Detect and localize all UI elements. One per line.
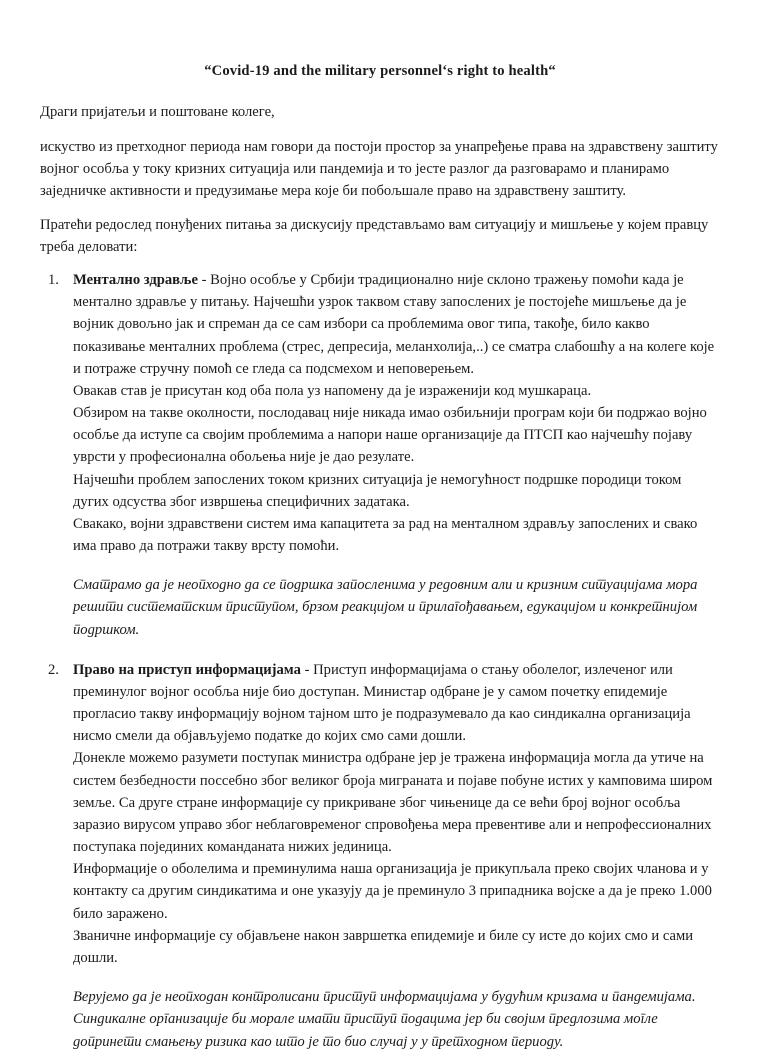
item-note-paragraph: Сматрамо да је неопходно да се подршка запосленима у редовним али и кризним ситуацијама мора решити систематским приступом, брзом реакцијом и прилагођавањем, едукацијом и конкретнијом подршком. <box>73 577 698 638</box>
list-item-first-paragraph <box>73 269 720 380</box>
list-item-heading-separator: - <box>300 661 314 678</box>
list-item-first-paragraph <box>73 659 720 748</box>
list-item-marker: 1. <box>48 272 59 288</box>
list-item <box>40 269 720 557</box>
list-item-paragraph: Званичне информације су објављене након завршетка епидемије и биле су исте до којих смо и сами дошли. <box>73 927 694 966</box>
list-item-paragraph: Најчешћи проблем запослених током кризних ситуација је немогућност подршке породици током дугих одсуства због извршења специфичних задатака. <box>73 471 682 510</box>
discussion-items-list <box>40 269 720 1053</box>
list-item-body <box>73 269 720 557</box>
list-item-heading: Право на приступ информацијама <box>73 661 301 678</box>
item-note-paragraph: Верујемо да је неопходан контролисани приступ информацијама у будућим кризама и пандемијама. Синдикалне организације би морале имати приступ подацима јер би својим предлозима могле допринети смањењу ризика као што је то био случај у у претходном периоду. <box>73 989 696 1050</box>
list-item <box>40 659 720 969</box>
intro-paragraph: искуство из претходног периода нам говори да постоји простор за унапређење права на здравствену заштиту војног особља у току кризних ситуација или пандемија и то јесте разлог да разговарамо и планирамо заједничке активности и предузимање мера које би побољшале право на здравствену заштиту. <box>40 139 718 200</box>
salutation-paragraph: Драги пријатељи и поштоване колеге, <box>40 103 275 120</box>
page-title: “Covid-19 and the military personnel‘s right to health“ <box>204 63 556 79</box>
list-item-paragraph: Приступ информацијама о стању оболелог, излеченог или преминулог војног особља није био доступан. Министар одбране је у самом почетку епидемије прогласио такву информацију војном тајном што је подразумевало да као синдикална организација нисмо смели да објављујемо податке до којих смо сами дошли. <box>73 661 691 745</box>
list-item-paragraph: Донекле можемо разумети поступак министра одбране јер је тражена информација могла да утиче на систем безбедности поссебно због великог броја миграната и појаве побуне истих у камповима широм земље. Са друге стране информације су прикриване због чињенице да се већи број војног особља заразио вирусом управо због неблаговременог спровођења мера превентиве али и непрофессионалних поступака појединих команданата нижих јединица. <box>73 750 713 856</box>
list-item-paragraph: Свакако, војни здравствени систем има капацитета за рад на менталном здрављу запослених и свако има право да потражи такву врсту помоћи. <box>73 515 698 555</box>
list-item-paragraph: Информације о оболелима и преминулима наша организација је прикупљала преко својих чланова и у контакту са другим синдикатима и оне указују да је преминуло 3 припадника војске а да је преко 1.000 било заражено. <box>73 861 712 922</box>
list-item-paragraph: Војно особље у Србији традиционално није склоно тражењу помоћи када је ментално здравље у питању. Најчешћи узрок таквом ставу запослених је постојеће мишљење да је војник довољно јак и спреман да се сам избори са проблемима овог типа, такође, било какво показивање менталних проблема (стрес, депресија, меланхолија,..) се сматра слабошћу а на колеге које и потраже стручну помоћ се гледа са подсмехом и неповерењем. <box>73 272 715 377</box>
list-item-heading: Ментално здравље <box>73 272 198 288</box>
list-item-body <box>73 659 720 969</box>
list-item-marker: 2. <box>48 661 59 678</box>
list-item-paragraph: Обзиром на такве околности, послодавац није никада имао озбиљнији програм који би подржао војно особље да иступе са својим проблемима а напори наше организације да ПТСП као најчешћу појаву уврсти у професионална обољења није је дао резулате. <box>73 405 707 466</box>
list-item-paragraph: Овакав став је присутан код оба пола уз напомену да је израженији код мушкараца. <box>73 382 592 399</box>
list-item-heading-separator: - <box>197 272 211 288</box>
agenda-paragraph: Пратећи редослед понуђених питања за дискусију представљамо вам ситуацију и мишљење у којем правцу треба деловати: <box>40 216 709 255</box>
